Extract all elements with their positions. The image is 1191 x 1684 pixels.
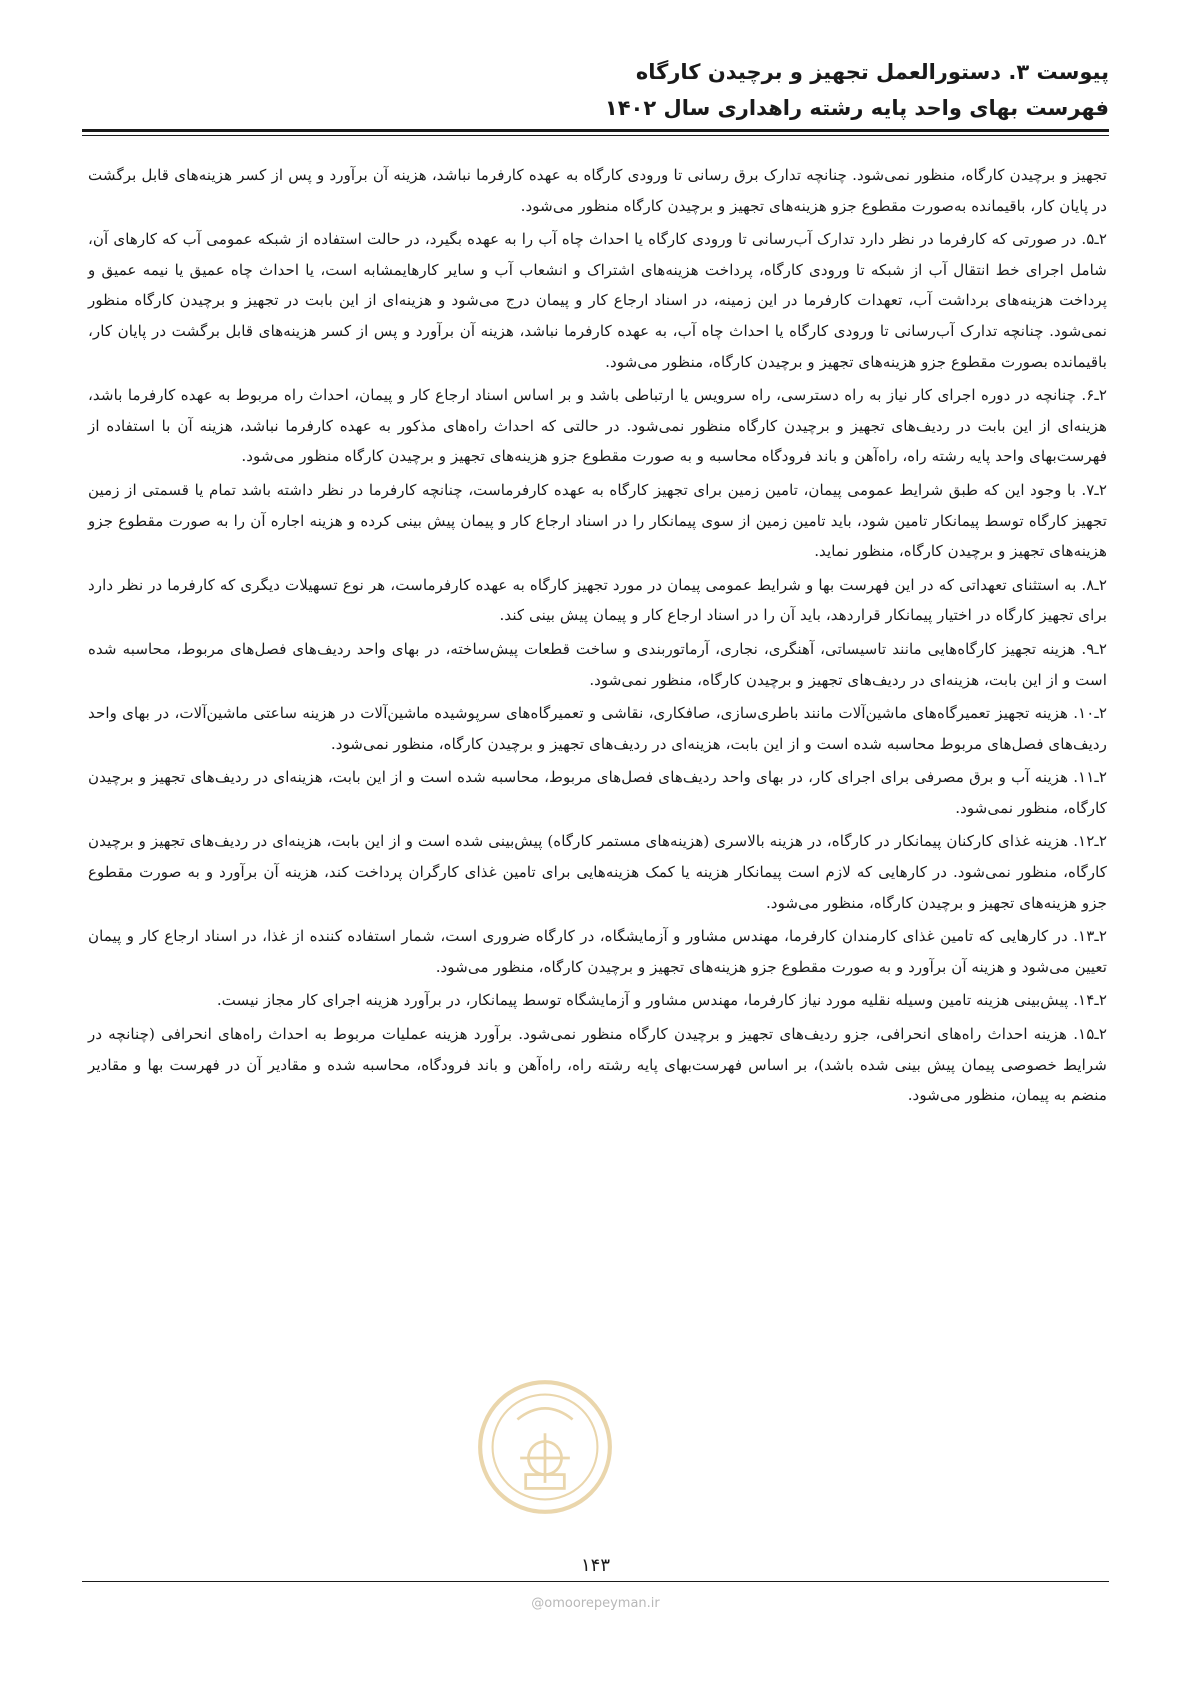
paragraph-2-5: ۲ـ۵. در صورتی که کارفرما در نظر دارد تدارک آب‌رسانی تا ورودی کارگاه یا احداث چاه آب را به عهده بگیرد، در حالت استفاده از شبکه عمومی آب که کارهای آن، شامل اجرای خط انتقال آب از شبکه تا ورودی کارگاه، پرداخت هزینه‌های اشتراک و انشعاب آب و سایر کارهایمشابه است، یا احداث چاه عمیق یا نیمه عمیق و پرداخت هزینه‌های برداشت آب، تعهدات کارفرما در این زمینه، در اسناد ارجاع کار و پیمان درج می‌شود و هزینه‌ای از این بابت در تجهیز و برچیدن کارگاه منظور نمی‌شود. چنانچه تدارک آب‌رسانی تا ورودی کارگاه یا احداث چاه آب، به عهده کارفرما نباشد، هزینه آن برآورد و پس از کسر هزینه‌های قابل برگشت در پایان کار، باقیمانده بصورت مقطوع جزو هزینه‌های تجهیز و برچیدن کارگاه، منظور می‌شود. [88,230,1107,371]
paragraph-2-14: ۲ـ۱۴. پیش‌بینی هزینه تامین وسیله نقلیه مورد نیاز کارفرما، مهندس مشاور و آزمایشگاه توسط پیمانکار، در برآورد هزینه اجرای کار مجاز نیست. [216,991,1107,1010]
header-rule-thin [82,135,1109,136]
header-appendix-title: پیوست ۳. دستورالعمل تجهیز و برچیدن کارگاه [635,60,1109,84]
paragraph-2-13: ۲ـ۱۳. در کارهایی که تامین غذای کارمندان کارفرما، مهندس مشاور و آزمایشگاه، در کارگاه ضروری است، شمار استفاده کننده از غذا، در اسناد ارجاع کار و پیمان تعیین می‌شود و هزینه آن برآورد و به صورت مقطوع جزو هزینه‌های تجهیز و برچیدن کارگاه، منظور می‌شود. [88,927,1107,976]
body-text [88,160,1107,1114]
watermark-seal-icon [476,1378,614,1516]
paragraph-2-15: ۲ـ۱۵. هزینه احداث راه‌های انحرافی، جزو ردیف‌های تجهیز و برچیدن کارگاه منظور نمی‌شود. برآورد هزینه عملیات مربوط به احداث راه‌های انحرافی (چنانچه در شرایط خصوصی پیمان پیش بینی شده باشد)، بر اساس فهرست‌بهای پایه رشته راه، راه‌آهن و باند فرودگاه، محاسبه شده و مقادیر آن در فهرست بها و مقادیر منضم به پیمان، منظور می‌شود. [88,1025,1107,1105]
paragraph-2-6: ۲ـ۶. چنانچه در دوره اجرای کار نیاز به راه دسترسی، راه سرویس یا ارتباطی باشد و بر اساس اسناد ارجاع کار و پیمان، احداث راه مربوط به عهده کارفرما باشد، هزینه‌ای از این بابت در ردیف‌های تجهیز و برچیدن کارگاه منظور نمی‌شود. در حالتی که احداث راه‌های مذکور به عهده کارفرما نباشد، هزینه آن با استفاده از فهرست‌بهای واحد پایه رشته راه، راه‌آهن و باند فرودگاه محاسبه و به صورت مقطوع جزو هزینه‌های تجهیز و برچیدن کارگاه منظور می‌شود. [88,386,1107,466]
paragraph-2-11: ۲ـ۱۱. هزینه آب و برق مصرفی برای اجرای کار، در بهای واحد ردیف‌های فصل‌های مربوط، محاسبه شده است و از این بابت، هزینه‌ای در ردیف‌های تجهیز و برچیدن کارگاه، منظور نمی‌شود. [88,768,1107,817]
paragraph-2-10: ۲ـ۱۰. هزینه تجهیز تعمیرگاه‌های ماشین‌آلات مانند باطری‌سازی، صافکاری، نقاشی و تعمیرگاه‌های سرپوشیده ماشین‌آلات در هزینه ساعتی ماشین‌آلات، در بهای واحد ردیف‌های فصل‌های مربوط محاسبه شده است و از این بابت، هزینه‌ای در ردیف‌های تجهیز و برچیدن کارگاه، منظور نمی‌شود. [88,704,1107,753]
paragraph-2-7: ۲ـ۷. با وجود این که طبق شرایط عمومی پیمان، تامین زمین برای تجهیز کارگاه به عهده کارفرماست، چنانچه کارفرما در نظر داشته باشد تمام یا قسمتی از زمین تجهیز کارگاه توسط پیمانکار تامین شود، باید تامین زمین از سوی پیمانکار را در اسناد ارجاع کار و پیمان پیش بینی کرده و هزینه اجاره آن را به صورت مقطوع جزو هزینه‌های تجهیز و برچیدن کارگاه، منظور نماید. [88,480,1107,561]
footer-rule [82,1581,1109,1582]
paragraph-2-9: ۲ـ۹. هزینه تجهیز کارگاه‌هایی مانند تاسیساتی، آهنگری، نجاری، آرماتوربندی و ساخت قطعات پیش‌ساخته، در بهای واحد ردیف‌های فصل‌های مربوط، محاسبه شده است و از این بابت، هزینه‌ای در ردیف‌های تجهیز و برچیدن کارگاه، منظور نمی‌شود. [88,639,1107,689]
header-rule-thick [82,129,1109,132]
header-price-list-title: فهرست بهای واحد پایه رشته راهداری سال ۱۴۰۲ [604,96,1109,120]
paragraph-2-8: ۲ـ۸. به استثنای تعهداتی که در این فهرست بها و شرایط عمومی پیمان در مورد تجهیز کارگاه به عهده کارفرماست، هر نوع تسهیلات دیگری که کارفرما در نظر دارد برای تجهیز کارگاه در اختیار پیمانکار قراردهد، باید آن را در اسناد ارجاع کار و پیمان پیش بینی کند. [88,575,1107,625]
paragraph-2-12: ۲ـ۱۲. هزینه غذای کارکنان پیمانکار در کارگاه، در هزینه بالاسری (هزینه‌های مستمر کارگاه) پیش‌بینی شده است و از این بابت، هزینه‌ای در ردیف‌های تجهیز و برچیدن کارگاه، منظور نمی‌شود. در کارهایی که لازم است پیمانکار هزینه یا کمک هزینه‌هایی برای تامین غذای کارگران پرداخت کند، هزینه آن برآورد و به صورت مقطوع جزو هزینه‌های تجهیز و برچیدن کارگاه، منظور می‌شود. [88,832,1107,912]
paragraph-continuation: تجهیز و برچیدن کارگاه، منظور نمی‌شود. چنانچه تدارک برق رسانی تا ورودی کارگاه به عهده کارفرما نباشد، هزینه آن برآورد و پس از کسر هزینه‌های قابل برگشت در پایان کار، باقیمانده به‌صورت مقطوع جزو هزینه‌های تجهیز و برچیدن کارگاه منظور می‌شود. [88,166,1107,215]
page-header [82,54,1109,126]
page-number: ۱۴۳ [580,1555,610,1576]
footer-website: @omoorepeyman.ir [531,1596,660,1611]
